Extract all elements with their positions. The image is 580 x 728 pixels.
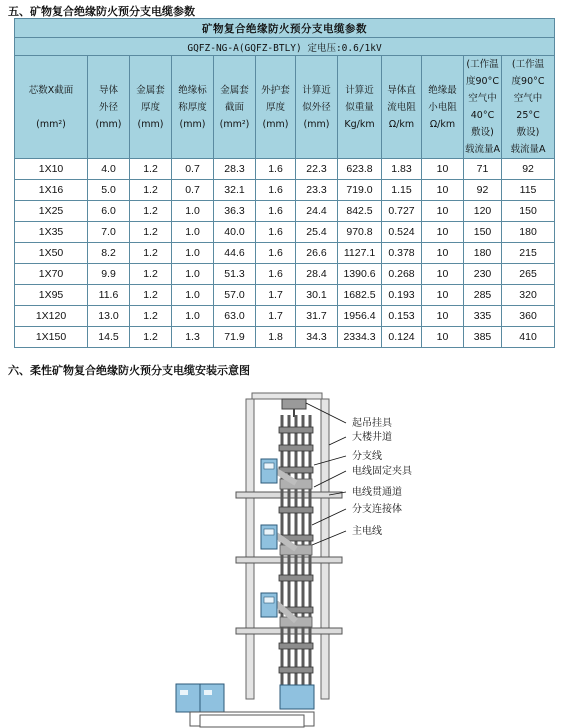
table-cell: 1.2 [130, 180, 172, 201]
header-line: (mm) [262, 118, 289, 130]
cable-parameter-table [14, 18, 555, 348]
table-cell: 71.9 [214, 327, 256, 348]
header-line: Ω/km [429, 118, 456, 130]
table-cell: 57.0 [214, 285, 256, 306]
table-cell: 1.0 [172, 285, 214, 306]
table-cell: 1956.4 [338, 306, 382, 327]
section-5-title: 五、矿物复合绝缘防火预分支电缆参数 [8, 5, 195, 18]
table-cell: 842.5 [338, 201, 382, 222]
table-cell: 10 [422, 201, 464, 222]
table-cell: 215 [502, 243, 555, 264]
label-hanger: 起吊挂具 [352, 418, 392, 429]
table-cell: 1.6 [256, 159, 296, 180]
column-header [338, 56, 382, 159]
header-line: (mm) [179, 118, 206, 130]
table-cell: 0.153 [382, 306, 422, 327]
table-cell: 6.0 [88, 201, 130, 222]
table-cell: 23.3 [296, 180, 338, 201]
header-line: (mm²) [219, 118, 250, 130]
table-cell: 2334.3 [338, 327, 382, 348]
table-cell: 1X50 [15, 243, 88, 264]
installation-diagram [0, 385, 580, 728]
table-cell: 320 [502, 285, 555, 306]
table-cell: 0.727 [382, 201, 422, 222]
column-header [464, 56, 502, 159]
table-cell: 285 [464, 285, 502, 306]
column-header [88, 56, 130, 159]
header-line: 绝缘最 [428, 84, 457, 96]
table-cell: 22.3 [296, 159, 338, 180]
header-line: 似外径 [302, 101, 331, 113]
table-row [15, 327, 555, 348]
table-cell: 30.1 [296, 285, 338, 306]
table-cell: 10 [422, 243, 464, 264]
table-cell: 7.0 [88, 222, 130, 243]
table-subtitle: GQFZ-NG-A(GQFZ-BTLY) 定电压:0.6/1kV [15, 38, 555, 56]
table-cell: 14.5 [88, 327, 130, 348]
header-line: 计算近 [302, 84, 331, 96]
header-line: (mm) [137, 118, 164, 130]
column-header [382, 56, 422, 159]
header-line: 似重量 [345, 101, 374, 113]
table-cell: 1.2 [130, 243, 172, 264]
table-cell: 335 [464, 306, 502, 327]
table-cell: 1127.1 [338, 243, 382, 264]
distribution-boxes [261, 459, 277, 617]
table-cell: 970.8 [338, 222, 382, 243]
header-line: 外护套 [261, 84, 290, 96]
table-cell: 1.2 [130, 306, 172, 327]
table-cell: 32.1 [214, 180, 256, 201]
table-cell: 10 [422, 327, 464, 348]
ground-boxes [176, 684, 314, 727]
table-cell: 9.9 [88, 264, 130, 285]
table-cell: 265 [502, 264, 555, 285]
table-cell: 1.7 [256, 285, 296, 306]
header-line: 截面 [224, 101, 244, 113]
table-cell: 4.0 [88, 159, 130, 180]
table-cell: 5.0 [88, 180, 130, 201]
table-cell: 1.2 [130, 327, 172, 348]
table-cell: 11.6 [88, 285, 130, 306]
table-cell: 1.6 [256, 201, 296, 222]
label-passage: 电线贯通道 [352, 487, 402, 498]
table-cell: 1.6 [256, 243, 296, 264]
table-cell: 120 [464, 201, 502, 222]
column-header [296, 56, 338, 159]
table-cell: 1.0 [172, 222, 214, 243]
header-line: 导体 [98, 84, 118, 96]
table-cell: 1682.5 [338, 285, 382, 306]
header-line: 计算近 [345, 84, 374, 96]
table-cell: 1X95 [15, 285, 88, 306]
table-cell: 150 [464, 222, 502, 243]
table-cell: 1X16 [15, 180, 88, 201]
table-cell: 0.124 [382, 327, 422, 348]
table-cell: 40.0 [214, 222, 256, 243]
table-cell: 10 [422, 306, 464, 327]
header-line: 25°C [516, 110, 540, 121]
header-line: 40°C [470, 110, 495, 121]
table-cell: 8.2 [88, 243, 130, 264]
header-line: 导体直 [387, 84, 416, 96]
table-cell: 51.3 [214, 264, 256, 285]
table-cell: 1.0 [172, 243, 214, 264]
column-header [214, 56, 256, 159]
table-cell: 1.83 [382, 159, 422, 180]
table-cell: 1.0 [172, 264, 214, 285]
table-cell: 385 [464, 327, 502, 348]
table-header-row [15, 56, 555, 159]
table-row [15, 285, 555, 306]
header-line: 厚度 [140, 101, 160, 113]
table-cell: 1.8 [256, 327, 296, 348]
column-header [15, 56, 88, 159]
table-cell: 1.0 [172, 306, 214, 327]
header-line: 厚度 [265, 101, 285, 113]
header-line: (mm) [95, 118, 122, 130]
table-cell: 1.6 [256, 264, 296, 285]
header-line: (mm) [303, 118, 330, 130]
table-cell: 1.2 [130, 285, 172, 306]
header-line: 称厚度 [178, 101, 207, 113]
table-row [15, 264, 555, 285]
label-branch-line: 分支线 [352, 451, 382, 462]
header-line: 外径 [98, 101, 118, 113]
column-header [130, 56, 172, 159]
label-connector: 分支连接体 [352, 504, 402, 515]
table-row [15, 180, 555, 201]
table-cell: 36.3 [214, 201, 256, 222]
table-row [15, 159, 555, 180]
table-cell: 1.2 [130, 222, 172, 243]
table-cell: 1X25 [15, 201, 88, 222]
table-cell: 1390.6 [338, 264, 382, 285]
table-cell: 1X35 [15, 222, 88, 243]
table-cell: 360 [502, 306, 555, 327]
table-cell: 0.7 [172, 159, 214, 180]
table-cell: 230 [464, 264, 502, 285]
table-cell: 10 [422, 180, 464, 201]
table-cell: 10 [422, 285, 464, 306]
table-cell: 13.0 [88, 306, 130, 327]
header-line: Kg/km [344, 118, 375, 130]
table-cell: 719.0 [338, 180, 382, 201]
header-line: 度90°C [511, 76, 545, 87]
table-cell: 92 [502, 159, 555, 180]
table-cell: 63.0 [214, 306, 256, 327]
table-cell: 10 [422, 264, 464, 285]
header-line: 空气中 [513, 93, 543, 104]
table-cell: 410 [502, 327, 555, 348]
table-cell: 92 [464, 180, 502, 201]
header-line: 载流量A [510, 144, 546, 155]
column-header [172, 56, 214, 159]
header-line [15, 99, 87, 116]
table-cell: 623.8 [338, 159, 382, 180]
table-cell: 44.6 [214, 243, 256, 264]
table-cell: 1.2 [130, 159, 172, 180]
table-cell: 0.193 [382, 285, 422, 306]
table-cell: 1.2 [130, 201, 172, 222]
table-cell: 71 [464, 159, 502, 180]
table-cell: 180 [464, 243, 502, 264]
header-line: Ω/km [388, 118, 415, 130]
table-title: 矿物复合绝缘防火预分支电缆参数 [15, 19, 555, 38]
column-header [422, 56, 464, 159]
table-cell: 10 [422, 222, 464, 243]
table-cell: 10 [422, 159, 464, 180]
table-cell: 0.524 [382, 222, 422, 243]
table-cell: 1X70 [15, 264, 88, 285]
table-cell: 115 [502, 180, 555, 201]
table-cell: 1.0 [172, 201, 214, 222]
label-clamp: 电线固定夹具 [352, 466, 412, 477]
table-cell: 0.268 [382, 264, 422, 285]
header-line: 敷设) [471, 127, 494, 138]
table-cell: 28.3 [214, 159, 256, 180]
header-line: 绝缘标 [178, 84, 207, 96]
header-line: 空气中 [468, 93, 497, 104]
table-cell: 1.7 [256, 306, 296, 327]
table-cell: 180 [502, 222, 555, 243]
header-line: 芯数X截面 [28, 84, 74, 96]
header-line: (工作温 [511, 59, 545, 70]
column-header [256, 56, 296, 159]
table-cell: 1X150 [15, 327, 88, 348]
table-cell: 0.378 [382, 243, 422, 264]
table-cell: 1.3 [172, 327, 214, 348]
table-cell: 1.6 [256, 180, 296, 201]
table-cell: 24.4 [296, 201, 338, 222]
column-header [502, 56, 555, 159]
table-cell: 150 [502, 201, 555, 222]
table-cell: 31.7 [296, 306, 338, 327]
header-line: 流电阻 [387, 101, 416, 113]
section-6-title: 六、柔性矿物复合绝缘防火预分支电缆安装示意图 [8, 364, 250, 377]
hanger-fixture [282, 399, 306, 417]
table-row [15, 201, 555, 222]
table-row [15, 306, 555, 327]
table-cell: 1.2 [130, 264, 172, 285]
table-cell: 26.6 [296, 243, 338, 264]
label-main-line: 主电线 [352, 526, 382, 537]
header-line: 载流量A [465, 144, 500, 155]
label-shaft: 大楼井道 [352, 432, 392, 443]
header-line: (mm²) [36, 118, 66, 130]
table-cell: 25.4 [296, 222, 338, 243]
header-line: 敷设) [516, 127, 540, 138]
table-cell: 34.3 [296, 327, 338, 348]
table-cell: 0.7 [172, 180, 214, 201]
table-cell: 1.6 [256, 222, 296, 243]
header-line: 度90°C [466, 76, 499, 87]
table-cell: 28.4 [296, 264, 338, 285]
table-row [15, 222, 555, 243]
header-line: 金属套 [136, 84, 165, 96]
table-cell: 1X120 [15, 306, 88, 327]
table-row [15, 243, 555, 264]
header-line: (工作温 [466, 59, 499, 70]
header-line: 小电阻 [428, 101, 457, 113]
header-line: 金属套 [220, 84, 249, 96]
table-cell: 1X10 [15, 159, 88, 180]
table-cell: 1.15 [382, 180, 422, 201]
